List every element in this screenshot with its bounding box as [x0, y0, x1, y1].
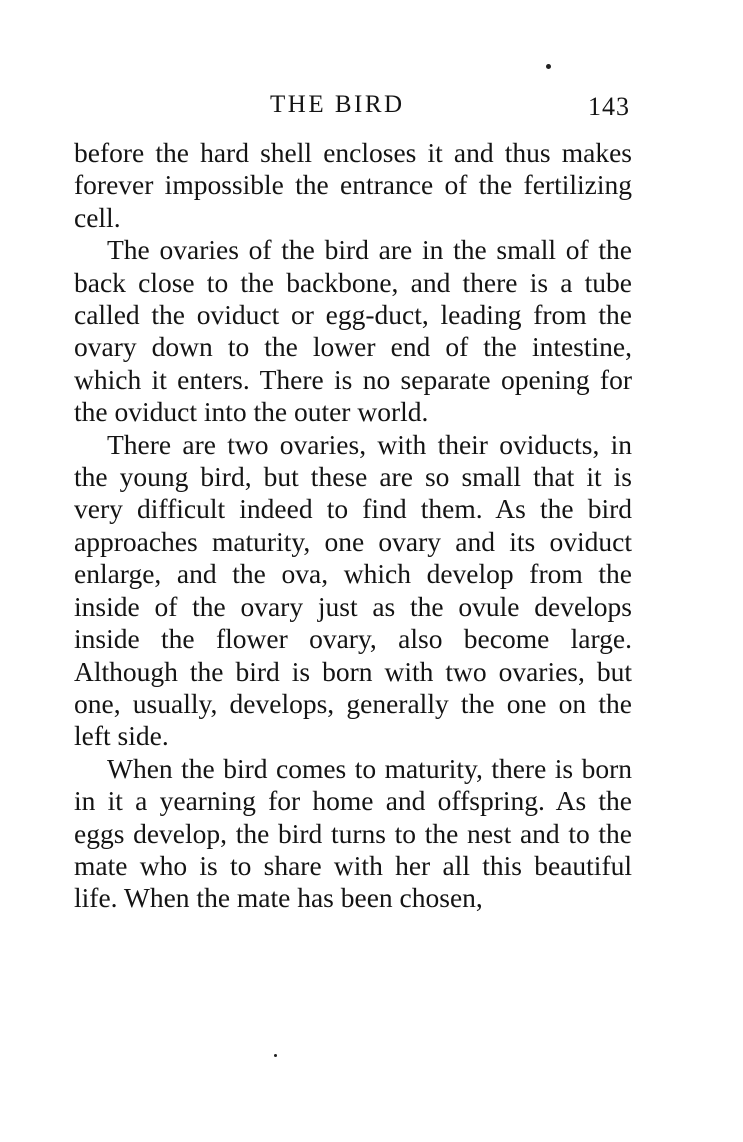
paragraph-two-ovaries: There are two ovaries, with their oviducts, in the young bird, but these are so small that it is very difficult indeed to find them. As the bird approaches maturity, one ovary and its oviduct enlarge, and the ova, which develop from the inside of the ovary just as the ovule develops inside the flower ovary, also become large. Although the bird is born with two ovaries, but one, usually, develops, generally the one on the left side. [74, 428, 632, 752]
ink-speck [274, 1054, 277, 1057]
paragraph-maturity: When the bird comes to maturity, there is born in it a yearning for home and offspring. As the eggs develop, the bird turns to the nest and to the mate who is to share with her all this beautiful life. When the mate has been chosen, [74, 752, 632, 914]
running-head [0, 88, 743, 128]
paragraph-ovaries-location: The ovaries of the bird are in the small of the back close to the backbone, and there is a tube called the oviduct or egg-duct, leading from the ovary down to the lower end of the intestine, which it enters. There is no separate opening for the oviduct into the outer world. [74, 234, 632, 428]
page-number: 143 [588, 92, 630, 121]
paragraph-continued: before the hard shell encloses it and thus makes forever impossible the entrance of the fertilizing cell. [74, 137, 632, 233]
body-text [74, 137, 632, 915]
ink-speck [546, 64, 551, 69]
running-title: THE BIRD [270, 91, 405, 118]
